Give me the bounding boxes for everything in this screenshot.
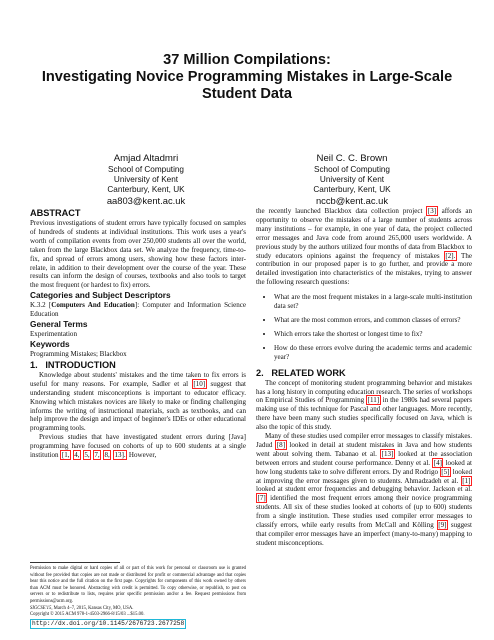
paper-title xyxy=(30,52,464,103)
list-item: • How do these errors evolve during the academic terms and academic year? xyxy=(274,344,472,362)
related-paragraph-1 xyxy=(256,379,472,432)
categories-desc: ]: Computer and Information Science Education xyxy=(30,301,246,319)
author-dept: School of Computing xyxy=(107,165,184,174)
categories-text xyxy=(30,301,246,319)
author-dept: School of Computing xyxy=(313,165,390,174)
list-item: • Which errors take the shortest or longest time to fix? xyxy=(274,330,472,339)
abstract-heading: ABSTRACT xyxy=(30,208,81,218)
right-column xyxy=(256,207,472,548)
author-block xyxy=(252,152,452,207)
related-paragraph-2 xyxy=(256,432,472,548)
citation-link[interactable]: [13] xyxy=(381,449,394,458)
citation-link[interactable]: [3] xyxy=(427,207,437,215)
text-run: The concept of monitoring student programming behavior and mistakes has a long history in computing education research. The series of workshops on Empirical Studies of Programming xyxy=(256,378,472,405)
citation-link[interactable]: 5, xyxy=(84,451,90,460)
citation-link[interactable]: [11] xyxy=(367,396,380,405)
categories-bold: Computers And Education xyxy=(51,301,135,310)
text-run: the recently launched Blackbox data collection project xyxy=(256,207,427,215)
research-questions-list xyxy=(256,293,472,361)
text-run: looked at the association between errors and student course performance. Denny et al. xyxy=(256,449,472,467)
author-org: University of Kent xyxy=(113,175,179,184)
doi-link[interactable]: http://dx.doi.org/10.1145/2676723.2677258 xyxy=(32,620,185,628)
citation-link[interactable]: [8] xyxy=(276,440,286,449)
title-line-3: Student Data xyxy=(202,86,292,102)
text-run: looked at student error frequencies and debugging behavior. Jackson et al. xyxy=(256,485,472,494)
citation-link[interactable]: 7, xyxy=(94,451,100,460)
title-line-2: Investigating Novice Programming Mistakes in Large-Scale xyxy=(41,69,453,85)
general-terms-heading: General Terms xyxy=(30,319,88,330)
categories-code: K.3.2 [ xyxy=(30,301,52,310)
text-run: Many of these studies used compiler error messages to classify mistakes. Jadud xyxy=(256,432,472,449)
text-run: looked at improving the error messages given to students. Ahmadzadeh et al. xyxy=(256,467,472,485)
text-run: looked at how long students take to solve different errors. Dy and Rodrigo xyxy=(256,458,472,476)
intro-paragraph-3 xyxy=(256,207,472,287)
list-item: • What are the most common errors, and common classes of errors? xyxy=(274,316,472,325)
text-run: affords an opportunity to observe the mistakes of a large number of students across many institutions – for example, in one year of data, the project collected error messages and Java code from around 265,000 users worldwide. A previous study by the authors utilized four months of data from Blackbox to study educators opinions against the frequency of mistakes xyxy=(256,207,472,260)
citation-link[interactable]: 4, xyxy=(74,451,80,460)
citation-link[interactable]: [5] xyxy=(441,467,450,476)
text-run: Knowledge about students' mistakes and the time taken to fix errors is useful for many reasons. For example, Sadler et al xyxy=(30,370,246,388)
intro-paragraph-1 xyxy=(30,371,246,433)
permission-block xyxy=(30,566,246,629)
citation-link[interactable]: [1] xyxy=(462,476,471,485)
footnote-divider xyxy=(30,562,120,563)
citation-link[interactable]: [2]. xyxy=(445,251,456,260)
copyright-line: Copyright © 2015 ACM 978-1-4503-2966-8/15/03 ...$15.00. xyxy=(30,612,145,618)
intro-heading: 1. INTRODUCTION xyxy=(30,359,116,370)
abstract-text: Previous investigations of student errors have typically focused on samples of hundreds of students at individual institutions. This work uses a year's worth of compilation events from over 250,000 students all over the world, taken from the large Blackbox data set. We analyze the frequency, time-to-fix, and spread of errors among users, showing how these factors inter-relate, in addition to their development over the course of the year. These results can inform the design of courses, textbooks and also tools to target the most frequent (or hardest to fix) errors. xyxy=(30,219,246,290)
author-email: nccb@kent.ac.uk xyxy=(315,195,389,206)
author-location: Canterbury, Kent, UK xyxy=(107,185,185,194)
keywords-text: Programming Mistakes; Blackbox xyxy=(30,349,127,358)
title-line-1: 37 Million Compilations: xyxy=(163,52,331,68)
text-run: suggest that compiler error messages have an imperfect (many-to-many) mapping to student misconceptions. xyxy=(256,521,473,547)
author-location: Canterbury, Kent, UK xyxy=(313,185,391,194)
citation-link[interactable]: [7] xyxy=(257,494,266,503)
intro-paragraph-2 xyxy=(30,433,246,460)
author-name: Amjad Altadmri xyxy=(113,153,179,164)
text-run: However, xyxy=(127,451,157,460)
citation-link[interactable]: 8, xyxy=(104,451,110,460)
citation-link[interactable]: [1, xyxy=(61,451,70,460)
text-run: looked in detail at student mistakes in Java and how students went about solving them. Tabanao et al. xyxy=(256,440,472,458)
keywords-heading: Keywords xyxy=(30,338,70,349)
categories-heading: Categories and Subject Descriptors xyxy=(30,290,171,301)
venue-name: SIGCSE'15, xyxy=(30,605,53,611)
author-name: Neil C. C. Brown xyxy=(316,153,388,164)
list-item: • What are the most frequent mistakes in a large-scale multi-institution data set? xyxy=(274,293,472,311)
citation-link[interactable]: [10] xyxy=(193,379,206,388)
text-run: Previous studies that have investigated student errors during [Java] programming have focused on cohorts of up to 600 students at a single institution xyxy=(30,433,246,460)
general-terms-text: Experimentation xyxy=(30,330,77,339)
text-run: suggest that understanding student misconceptions is important to educator efficacy. Knowing which mistakes novices are likely to make or finding challenging informs the writing of instructional materials, such as textbooks, and can help improve the design and impact of beginner's IDEs or other educational programming tools. xyxy=(30,379,246,433)
text-run: in the 1980s had several papers making use of this technique for Pascal and other languages. More recently, there have been many such studies specifically focused on Java, which is also the topic of this study. xyxy=(256,396,472,432)
text-run: identified the most frequent errors among their novice programming students. All six of these studies looked at cohorts of (up to 600) students from a single institution. These studies used compiler error messages to classify errors, while early results from McCall and Kölling xyxy=(256,494,472,530)
venue-details: March 4–7, 2015, Kansas City, MO, USA. xyxy=(52,605,134,611)
left-column xyxy=(30,207,246,460)
author-email: aa803@kent.ac.uk xyxy=(106,195,186,206)
related-work-heading: 2. RELATED WORK xyxy=(256,367,346,378)
citation-link[interactable]: [4] xyxy=(433,458,442,467)
author-org: University of Kent xyxy=(319,175,385,184)
citation-link[interactable]: [9] xyxy=(438,521,447,530)
author-block xyxy=(46,152,246,207)
citation-link[interactable]: 13]. xyxy=(114,451,126,460)
text-run: The contribution in our proposed paper is to go further, and provide a more detailed investigation into characteristics of the mistakes, trying to answer the following research questions: xyxy=(256,251,472,287)
permission-text: Permission to make digital or hard copies of all or part of this work for personal or classroom use is granted without fee provided that copies are not made or distributed for profit or commercial advantage and that copies bear this notice and the full citation on the first page. Copyrights for components of this work owned by others than ACM must be honored. Abstracting with credit is permitted. To copy otherwise, or republish, to post on servers or to redistribute to lists, requires prior specific permission and/or a fee. Request permissions from permissions@acm.org. xyxy=(30,566,246,604)
